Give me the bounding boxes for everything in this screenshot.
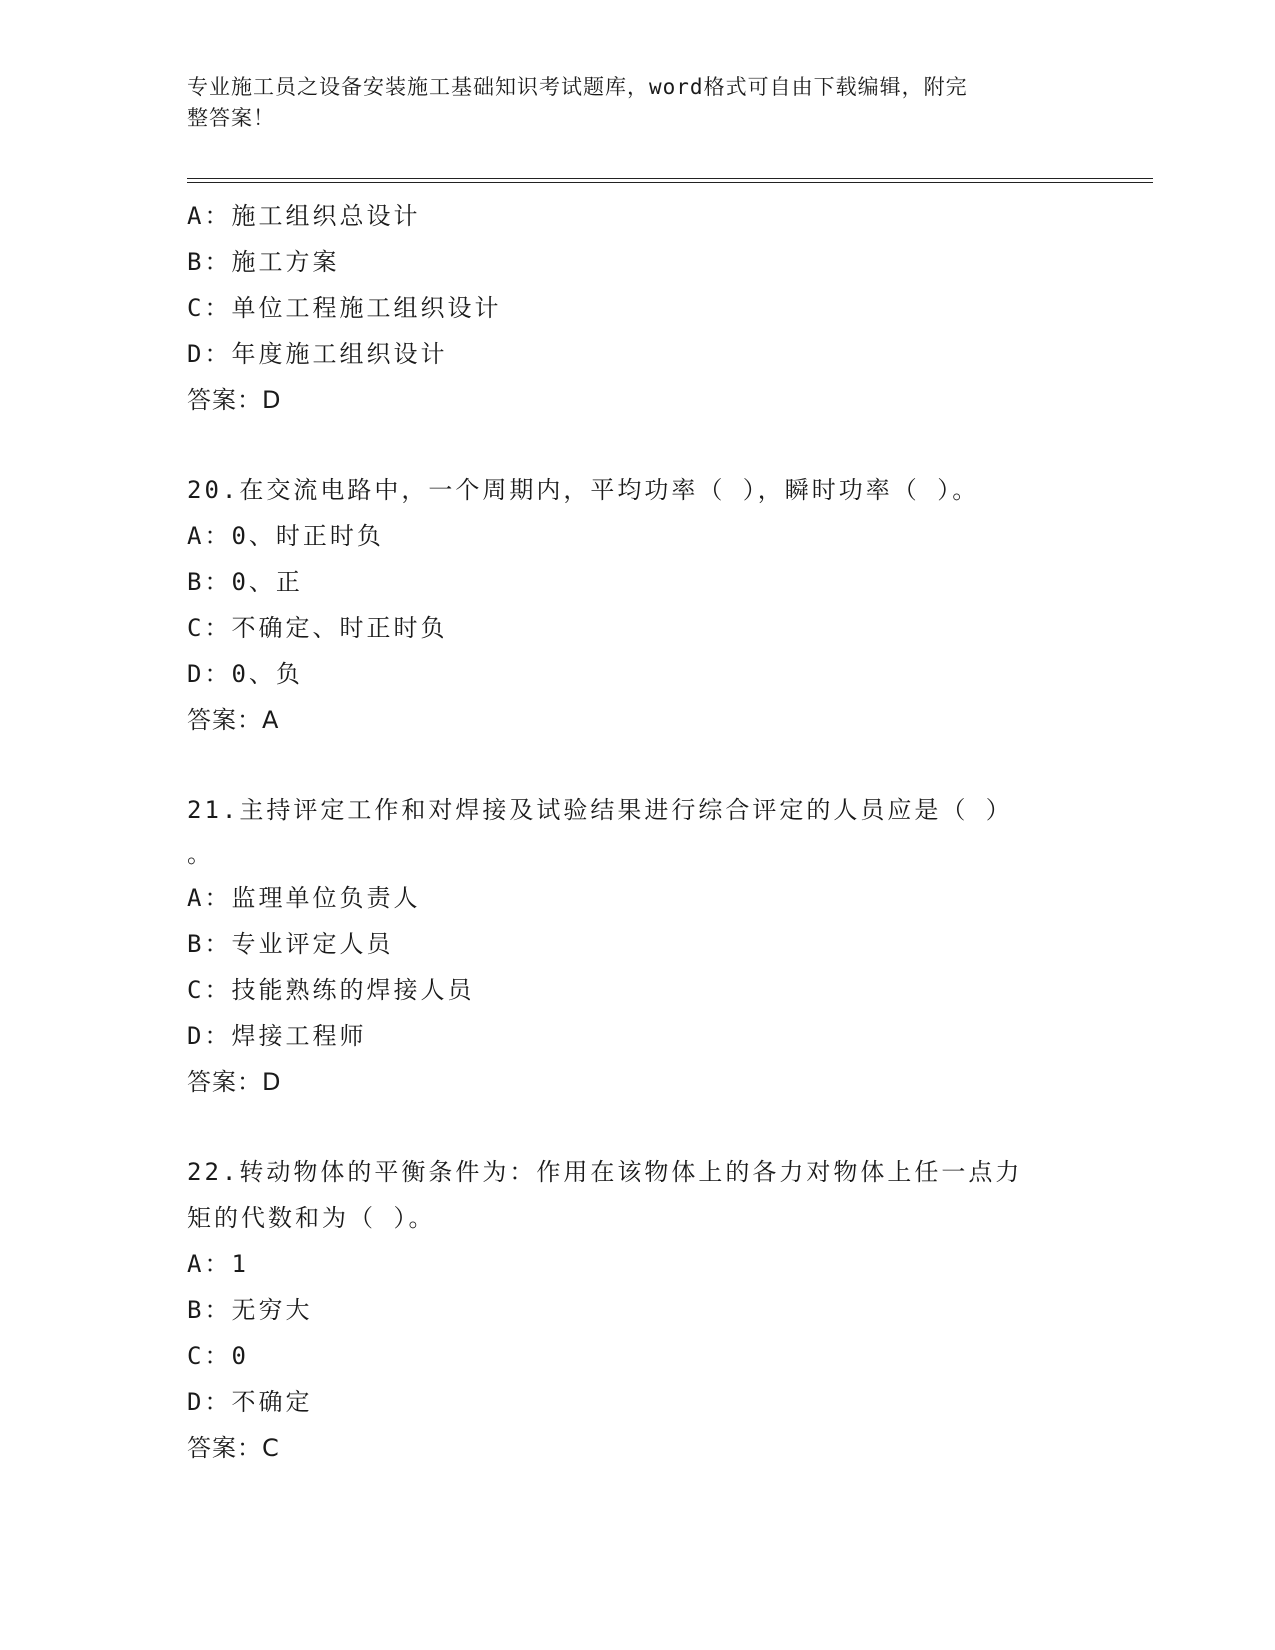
- option-c: C：不确定、时正时负: [187, 614, 448, 642]
- question-text-continued: 。: [187, 840, 214, 868]
- option-d: D：不确定: [187, 1388, 313, 1416]
- option-c: C：单位工程施工组织设计: [187, 294, 502, 322]
- option-d: D：焊接工程师: [187, 1022, 367, 1050]
- option-c: C：技能熟练的焊接人员: [187, 976, 475, 1004]
- answer: 答案：D: [187, 386, 282, 414]
- question-19-block: [187, 193, 1087, 423]
- question-text-continued: 矩的代数和为（ ）。: [187, 1204, 436, 1232]
- option-b: B：0、正: [187, 568, 303, 596]
- option-d: D：年度施工组织设计: [187, 340, 448, 368]
- question-list: [187, 193, 1087, 1471]
- option-a: A：施工组织总设计: [187, 202, 421, 230]
- question-21-block: [187, 787, 1087, 1105]
- document-header: [187, 72, 1067, 134]
- option-a: A：0、时正时负: [187, 522, 384, 550]
- option-a: A：监理单位负责人: [187, 884, 421, 912]
- header-divider-bottom: [187, 182, 1153, 183]
- spacer: [187, 743, 1087, 787]
- spacer: [187, 423, 1087, 467]
- question-22-block: [187, 1149, 1087, 1471]
- spacer: [187, 1105, 1087, 1149]
- header-line-1: 专业施工员之设备安装施工基础知识考试题库，word格式可自由下载编辑，附完: [187, 75, 968, 99]
- option-a: A：1: [187, 1250, 249, 1278]
- header-divider-top: [187, 178, 1153, 179]
- answer: 答案：D: [187, 1068, 282, 1096]
- option-c: C：0: [187, 1342, 249, 1370]
- header-line-2: 整答案！: [187, 106, 275, 130]
- option-b: B：无穷大: [187, 1296, 313, 1324]
- option-b: B：施工方案: [187, 248, 340, 276]
- answer: 答案：A: [187, 706, 280, 734]
- option-d: D：0、负: [187, 660, 303, 688]
- question-20-block: [187, 467, 1087, 743]
- answer: 答案：C: [187, 1434, 280, 1462]
- question-text: 21.主持评定工作和对焊接及试验结果进行综合评定的人员应是（ ）: [187, 796, 1013, 824]
- question-text: 22.转动物体的平衡条件为：作用在该物体上的各力对物体上任一点力: [187, 1158, 1023, 1186]
- option-b: B：专业评定人员: [187, 930, 394, 958]
- question-text: 20.在交流电路中，一个周期内，平均功率（ ），瞬时功率（ ）。: [187, 476, 980, 504]
